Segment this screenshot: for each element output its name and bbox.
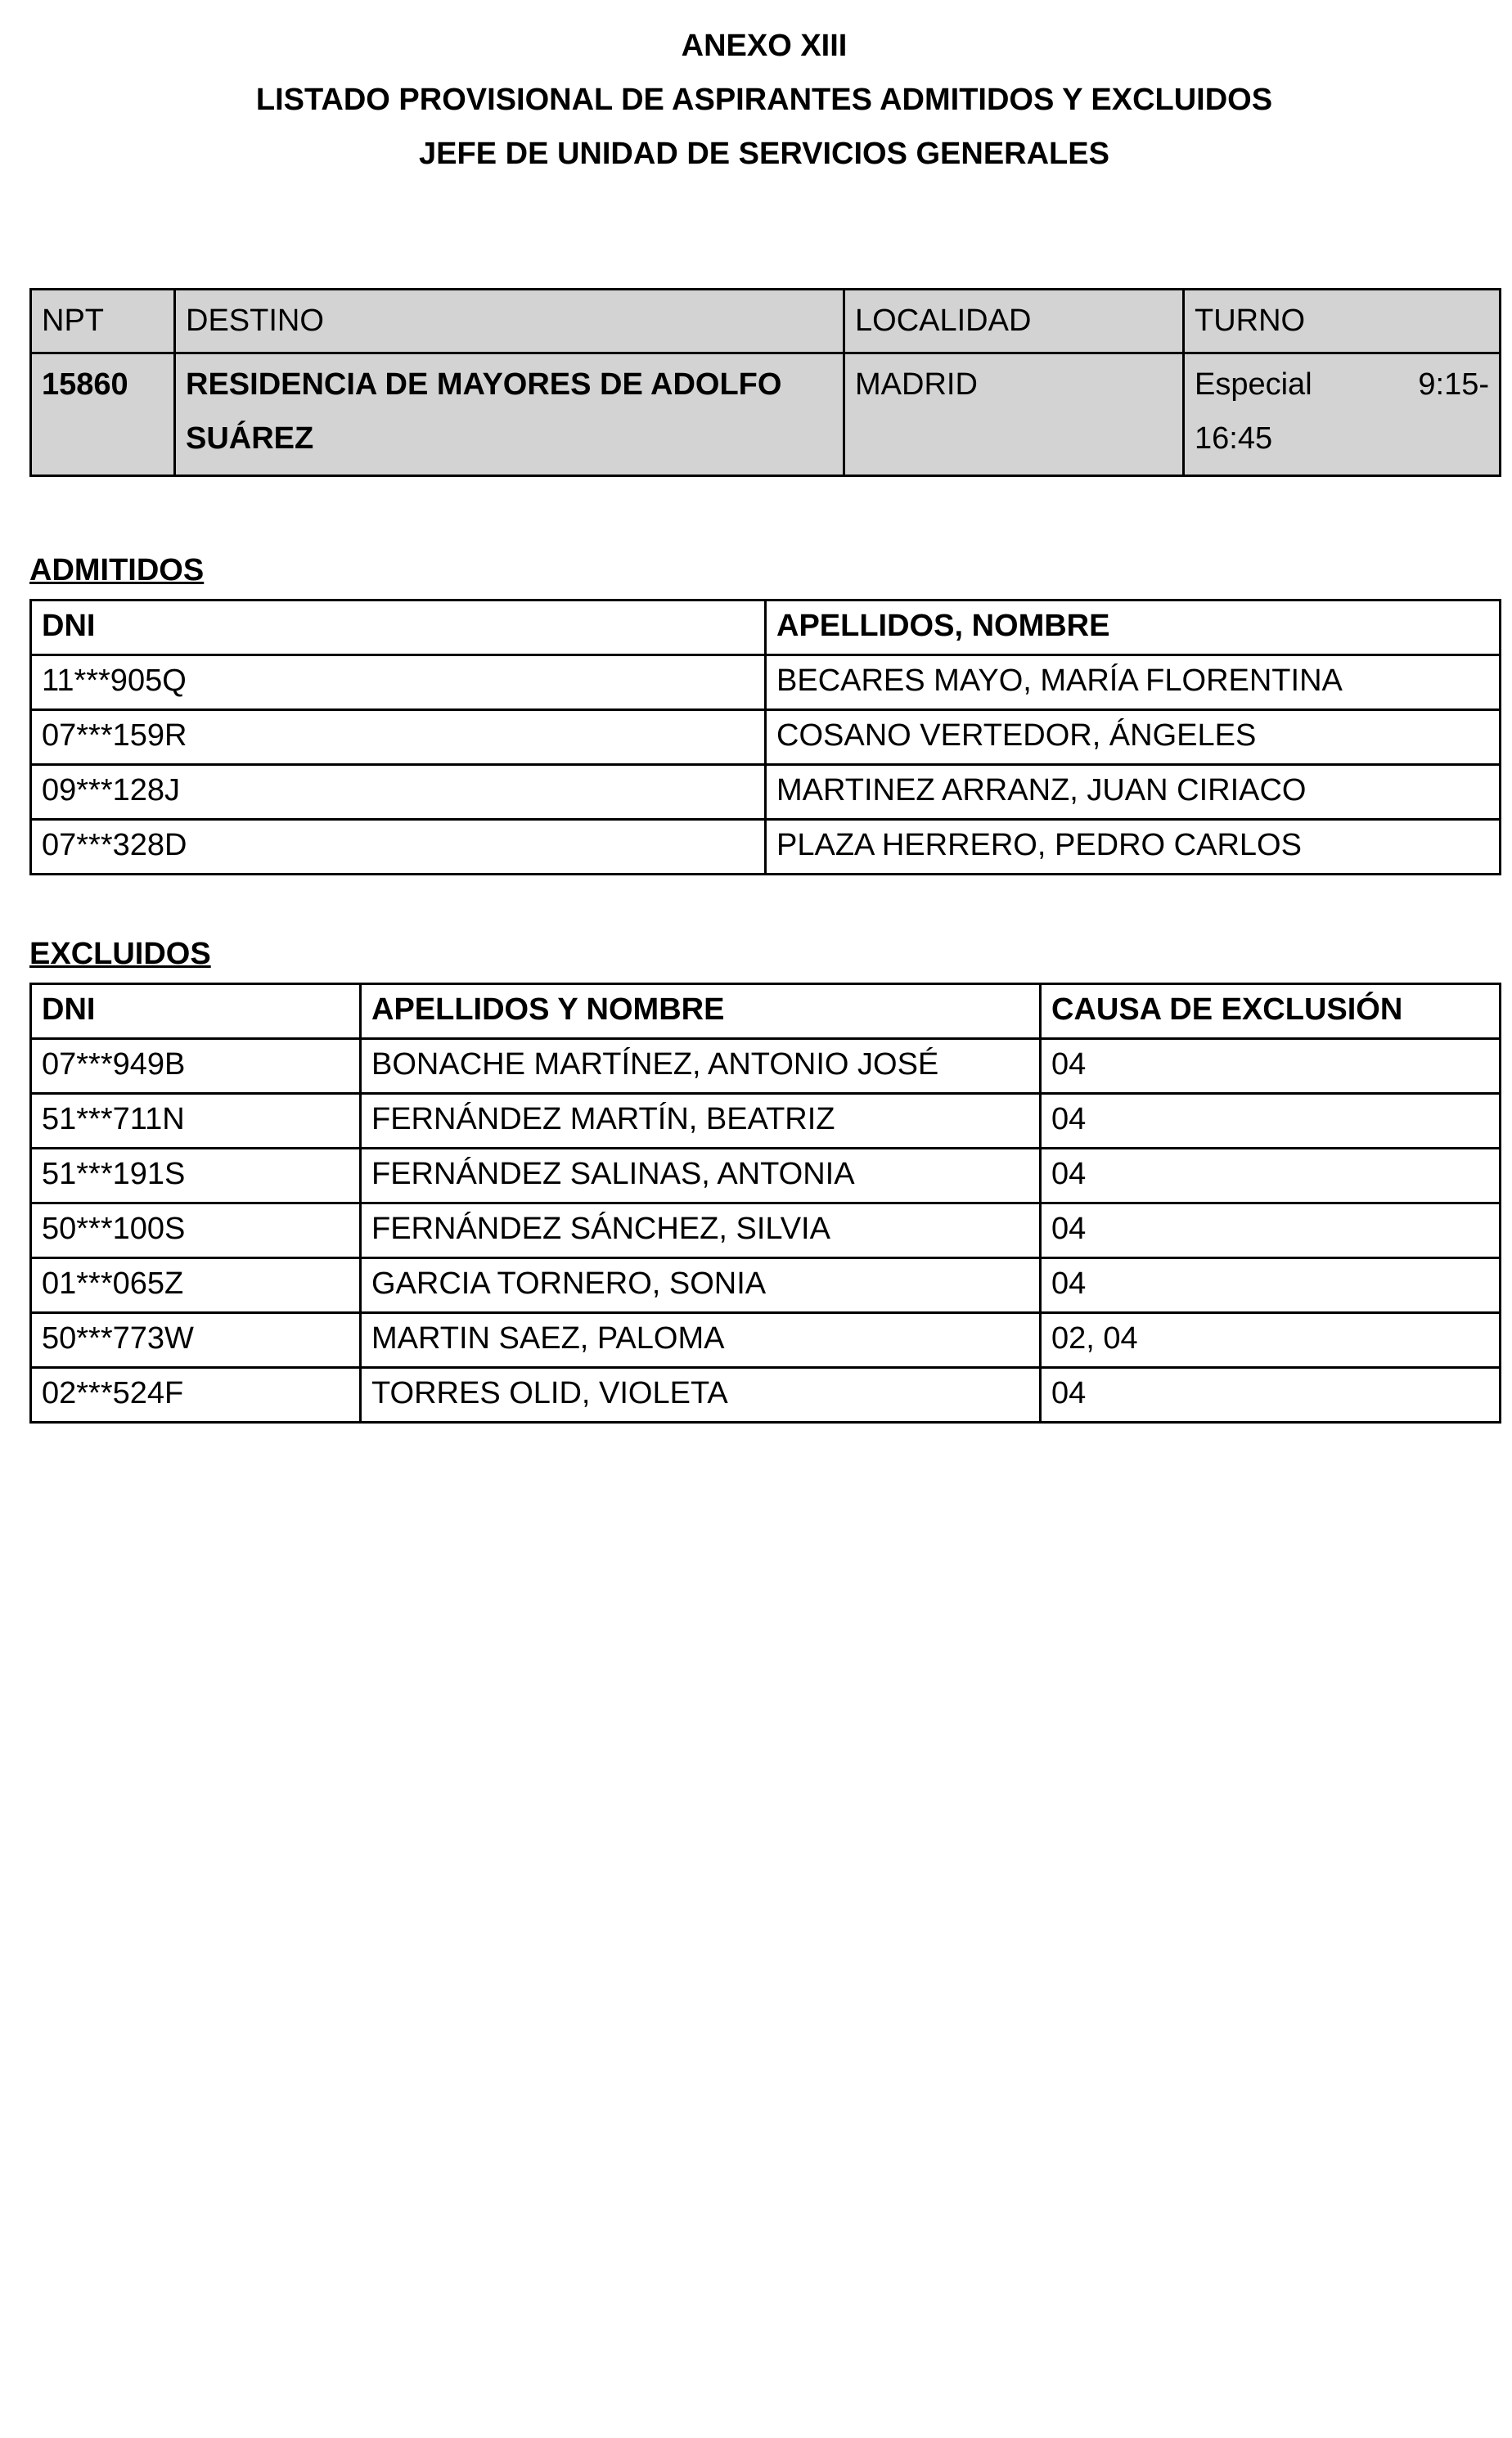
table-row	[31, 655, 1501, 710]
column-header-destino: DESTINO	[175, 290, 844, 353]
excluidos-title: EXCLUIDOS	[29, 937, 211, 971]
cause-cell: 04	[1041, 1094, 1501, 1149]
cause-cell: 02, 04	[1041, 1313, 1501, 1368]
name-cell: MARTIN SAEZ, PALOMA	[361, 1313, 1041, 1368]
excluidos-header-row	[31, 984, 1501, 1039]
dni-cell: 09***128J	[31, 765, 766, 820]
localidad-value: MADRID	[844, 353, 1184, 476]
name-cell: MARTINEZ ARRANZ, JUAN CIRIACO	[766, 765, 1501, 820]
dni-cell: 50***773W	[31, 1313, 361, 1368]
turno-end: 16:45	[1195, 421, 1273, 456]
name-cell: GARCIA TORNERO, SONIA	[361, 1258, 1041, 1313]
cause-cell: 04	[1041, 1203, 1501, 1258]
column-header-dni: DNI	[31, 601, 766, 655]
dni-cell: 07***328D	[31, 820, 766, 875]
destination-header-row	[31, 290, 1501, 353]
name-cell: FERNÁNDEZ SALINAS, ANTONIA	[361, 1149, 1041, 1203]
table-row	[31, 1258, 1501, 1313]
cause-cell: 04	[1041, 1039, 1501, 1094]
column-header-apellidos-nombre: APELLIDOS, NOMBRE	[766, 601, 1501, 655]
table-row	[31, 1094, 1501, 1149]
turno-label: Especial	[1195, 367, 1312, 402]
dni-cell: 02***524F	[31, 1368, 361, 1423]
dni-cell: 07***949B	[31, 1039, 361, 1094]
admitidos-title: ADMITIDOS	[29, 553, 205, 587]
column-header-apellidos-y-nombre: APELLIDOS Y NOMBRE	[361, 984, 1041, 1039]
table-row	[31, 1149, 1501, 1203]
dni-cell: 51***711N	[31, 1094, 361, 1149]
cause-cell: 04	[1041, 1368, 1501, 1423]
destino-value: RESIDENCIA DE MAYORES DE ADOLFO SUÁREZ	[175, 353, 844, 476]
position-title: JEFE DE UNIDAD DE SERVICIOS GENERALES	[419, 137, 1109, 171]
table-row	[31, 1368, 1501, 1423]
cause-cell: 04	[1041, 1149, 1501, 1203]
name-cell: BECARES MAYO, MARÍA FLORENTINA	[766, 655, 1501, 710]
document-page	[29, 0, 1499, 1410]
name-cell: COSANO VERTEDOR, ÁNGELES	[766, 710, 1501, 765]
cause-cell: 04	[1041, 1258, 1501, 1313]
table-row	[31, 765, 1501, 820]
annex-title: ANEXO XIII	[681, 29, 848, 63]
npt-value: 15860	[31, 353, 175, 476]
table-row	[31, 820, 1501, 875]
table-row	[31, 1313, 1501, 1368]
turno-value	[1184, 353, 1501, 476]
turno-start: 9:15-	[1418, 367, 1489, 402]
column-header-causa-exclusion: CAUSA DE EXCLUSIÓN	[1041, 984, 1501, 1039]
name-cell: BONACHE MARTÍNEZ, ANTONIO JOSÉ	[361, 1039, 1041, 1094]
column-header-npt: NPT	[31, 290, 175, 353]
name-cell: PLAZA HERRERO, PEDRO CARLOS	[766, 820, 1501, 875]
dni-cell: 11***905Q	[31, 655, 766, 710]
dni-cell: 01***065Z	[31, 1258, 361, 1313]
document-heading	[29, 0, 1499, 181]
name-cell: TORRES OLID, VIOLETA	[361, 1368, 1041, 1423]
table-row	[31, 1039, 1501, 1094]
column-header-dni: DNI	[31, 984, 361, 1039]
name-cell: FERNÁNDEZ SÁNCHEZ, SILVIA	[361, 1203, 1041, 1258]
name-cell: FERNÁNDEZ MARTÍN, BEATRIZ	[361, 1094, 1041, 1149]
column-header-localidad: LOCALIDAD	[844, 290, 1184, 353]
dni-cell: 51***191S	[31, 1149, 361, 1203]
list-title: LISTADO PROVISIONAL DE ASPIRANTES ADMITIDOS Y EXCLUIDOS	[255, 83, 1273, 117]
excluidos-table	[29, 983, 1501, 1424]
destination-row	[31, 353, 1501, 476]
dni-cell: 07***159R	[31, 710, 766, 765]
table-row	[31, 1203, 1501, 1258]
destination-table	[29, 288, 1501, 477]
table-row	[31, 710, 1501, 765]
column-header-turno: TURNO	[1184, 290, 1501, 353]
admitidos-table	[29, 599, 1501, 875]
dni-cell: 50***100S	[31, 1203, 361, 1258]
admitidos-header-row	[31, 601, 1501, 655]
